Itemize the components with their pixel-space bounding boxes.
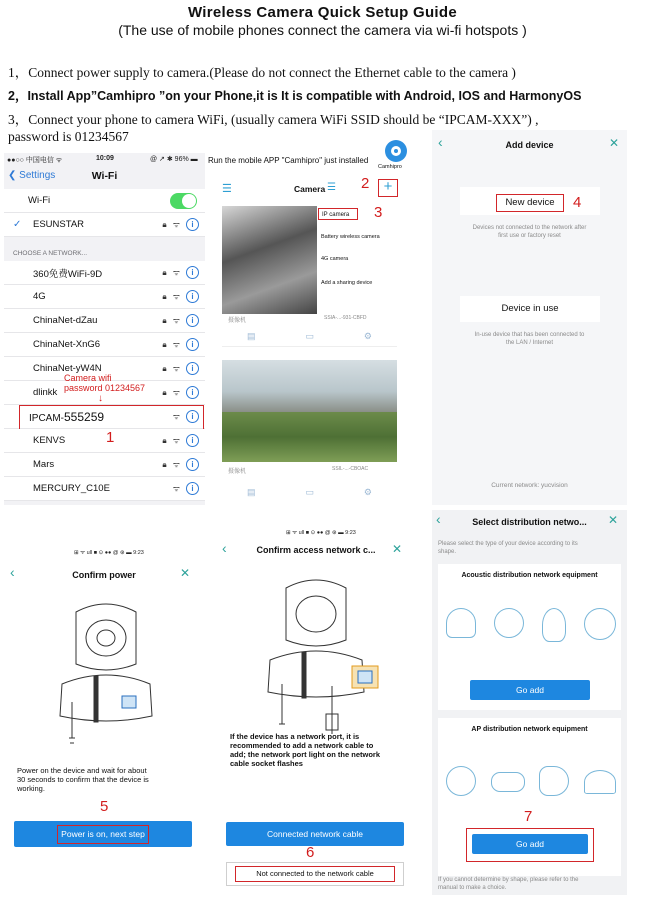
- ap-device-icons: [446, 766, 616, 796]
- step-number-6: 6: [306, 844, 315, 861]
- wifi-signal-icon: ᯤ: [172, 292, 180, 301]
- wifi-signal-icon: ᯤ: [172, 460, 180, 469]
- info-icon[interactable]: i: [186, 290, 199, 303]
- wifi-title: Wi-Fi: [91, 170, 118, 182]
- network-row[interactable]: [4, 285, 205, 309]
- menu-add-sharing[interactable]: Add a sharing device: [321, 280, 373, 286]
- info-icon[interactable]: i: [186, 218, 199, 231]
- back-chevron-icon[interactable]: ‹: [222, 540, 227, 556]
- step-number-5: 5: [100, 798, 109, 815]
- add-device-plus-button[interactable]: +: [378, 179, 398, 197]
- step-number-2: 2: [361, 175, 370, 192]
- wifi-signal-icon: ᯤ: [172, 388, 180, 397]
- ap-equipment-card: [438, 718, 621, 876]
- device-list-icon[interactable]: ☰: [327, 182, 336, 193]
- camera-ssid-1: SSIA-...-931-CBFD: [324, 315, 367, 321]
- connected-cable-button[interactable]: Connected network cable: [226, 822, 404, 846]
- network-row[interactable]: [4, 261, 205, 285]
- lock-icon: 🔒︎: [162, 315, 167, 325]
- confirm-network-description: If the device has a network port, it is recommended to add a network cable to add; the network port light on the network cable socket flashes: [230, 732, 380, 768]
- close-icon[interactable]: ✕: [180, 566, 191, 580]
- camera-label-1: 摄像机: [228, 318, 247, 324]
- ptz-camera-icon: [446, 608, 476, 638]
- info-icon[interactable]: i: [186, 314, 199, 327]
- camera-actions-2: [222, 482, 397, 502]
- current-network-label: Current network: yucvision: [491, 482, 568, 489]
- camera-actions-1: [222, 326, 397, 347]
- playback-icon[interactable]: ▤: [246, 486, 256, 497]
- info-icon[interactable]: i: [186, 386, 199, 399]
- network-row-mercury[interactable]: MERCURY_C10E ᯤ i: [4, 477, 205, 501]
- new-device-option[interactable]: New device: [496, 194, 564, 212]
- connected-network-row[interactable]: ✓ ESUNSTAR 🔒︎ ᯤ i: [4, 213, 205, 237]
- camhipro-icon-label: Camhipro: [378, 164, 402, 170]
- lock-icon: 🔒︎: [162, 387, 167, 397]
- network-row[interactable]: [4, 333, 205, 357]
- network-row-mars[interactable]: Mars 🔒︎ ᯤ i: [4, 453, 205, 477]
- ceiling-dome-icon: [584, 770, 616, 794]
- status-bar: ⊞ ᯤ ull ■ ⊙ ●● @ ⊛ ▬ 9:23: [74, 550, 144, 556]
- close-icon[interactable]: ✕: [608, 513, 619, 527]
- wifi-signal-icon: ᯤ: [172, 484, 180, 493]
- device-in-use-option[interactable]: Device in use: [460, 296, 600, 322]
- wifi-signal-icon: ᯤ: [172, 364, 180, 373]
- menu-ip-camera[interactable]: IP camera: [318, 208, 358, 220]
- step-number-3: 3: [374, 204, 383, 221]
- arrow-down-icon: ↓: [98, 393, 103, 404]
- network-name: ChinaNet-XnG6: [33, 339, 101, 350]
- network-name: ChinaNet-dZau: [33, 315, 98, 326]
- info-icon[interactable]: i: [186, 482, 199, 495]
- wifi-settings-screen: [4, 153, 205, 505]
- confirm-power-title: Confirm power: [72, 570, 136, 580]
- go-add-acoustic-button[interactable]: Go add: [470, 680, 590, 700]
- app-title: Camera: [294, 184, 326, 194]
- select-distribution-title: Select distribution netwo...: [472, 517, 587, 527]
- add-device-screen: [432, 130, 627, 505]
- status-bar: ⊞ ᯤ ull ■ ⊙ ●● @ ⊛ ▬ 9:23: [286, 530, 356, 536]
- choose-network-label: CHOOSE A NETWORK...: [13, 250, 88, 257]
- power-on-next-button[interactable]: Power is on, next step: [14, 821, 192, 847]
- close-icon[interactable]: ✕: [609, 136, 620, 150]
- round-camera-icon: [584, 608, 616, 640]
- confirm-network-screen: [216, 520, 416, 892]
- info-icon[interactable]: i: [186, 362, 199, 375]
- distribution-footer: If you cannot determine by shape, please refer to the manual to make a choice.: [438, 877, 579, 891]
- page-title: Wireless Camera Quick Setup Guide: [187, 4, 458, 21]
- camera-network-illustration: [252, 574, 386, 744]
- menu-4g-camera[interactable]: 4G camera: [321, 256, 349, 262]
- wifi-toggle-row: Wi-Fi: [4, 189, 205, 213]
- step-1-text: 1，Connect power supply to camera.(Please do not connect the Ethernet cable to the camera ): [8, 65, 516, 80]
- info-icon[interactable]: i: [186, 434, 199, 447]
- ipcam-highlight-box: [19, 405, 204, 430]
- back-chevron-icon[interactable]: ‹: [10, 564, 15, 580]
- folder-icon[interactable]: ▭: [305, 486, 314, 497]
- step-3-text-line2: password is 01234567: [8, 129, 129, 144]
- camhipro-app-icon: [385, 140, 407, 162]
- new-device-description: Devices not connected to the network after first use or factory reset: [472, 225, 587, 239]
- acoustic-title: Acoustic distribution network equipment: [461, 572, 598, 579]
- back-chevron-icon[interactable]: ‹: [436, 511, 441, 527]
- go-add-ap-button[interactable]: Go add: [472, 834, 588, 854]
- camera-label-2: 摄像机: [228, 469, 247, 475]
- wifi-signal-icon: ᯤ: [172, 220, 180, 229]
- network-name: 360免费WiFi-9D: [33, 268, 103, 280]
- lock-icon: 🔒︎: [162, 363, 167, 373]
- step-3-text-line1: 3，Connect your phone to camera WiFi, (usually camera WiFi SSID should be “IPCAM-XXX”) ,: [8, 112, 539, 127]
- close-icon[interactable]: ✕: [392, 542, 403, 556]
- dome-camera-icon: [494, 608, 524, 638]
- step-2-text: 2，Install App”Camhipro ”on your Phone,it is It is compatible with Android, IOS and HarmonyOS: [8, 89, 582, 103]
- network-name: 4G: [33, 291, 46, 302]
- info-icon[interactable]: i: [186, 410, 199, 423]
- back-settings-button[interactable]: ❮ Settings: [8, 170, 56, 181]
- camera-thumbnail-1[interactable]: [222, 206, 317, 314]
- confirm-power-description: Power on the device and wait for about 30 seconds to confirm that the device is working.: [17, 766, 149, 793]
- select-distribution-screen: [432, 510, 627, 895]
- lock-icon: 🔒︎: [162, 459, 167, 469]
- wifi-signal-icon: ᯤ: [172, 340, 180, 349]
- wifi-signal-icon: ᯤ: [172, 436, 180, 445]
- bullet-camera-icon: [491, 772, 525, 792]
- acoustic-equipment-card: [438, 564, 621, 710]
- settings-gear-icon[interactable]: ⚙: [363, 330, 372, 341]
- network-name: dlinkk: [33, 387, 58, 398]
- wifi-signal-icon: ᯤ: [172, 268, 180, 277]
- wifi-signal-icon: ᯤ: [172, 316, 180, 325]
- step-number-1: 1: [106, 429, 115, 446]
- playback-icon[interactable]: ▤: [246, 330, 256, 341]
- menu-icon[interactable]: ☰: [222, 183, 232, 195]
- lock-icon: 🔒︎: [162, 291, 167, 301]
- bulb-camera-icon: [542, 608, 566, 642]
- network-row[interactable]: [4, 309, 205, 333]
- step-number-7: 7: [524, 808, 533, 825]
- settings-gear-icon[interactable]: ⚙: [363, 486, 372, 497]
- confirm-power-screen: [4, 540, 204, 860]
- add-device-title: Add device: [505, 140, 554, 150]
- lock-icon: 🔒︎: [162, 267, 167, 277]
- folder-icon[interactable]: ▭: [305, 330, 314, 341]
- page-subtitle: (The use of mobile phones connect the camera via wi-fi hotspots ): [118, 22, 527, 38]
- status-carrier: ●●○○ 中国电信 ᯤ: [7, 157, 63, 164]
- status-time: 10:09: [96, 155, 114, 162]
- status-right: @ ↗ ✱ 96% ▬: [150, 156, 198, 163]
- select-distribution-description: Please select the type of your device according to its shape.: [438, 541, 578, 555]
- step-number-4: 4: [573, 194, 582, 211]
- ap-title: AP distribution network equipment: [471, 726, 588, 733]
- info-icon[interactable]: i: [186, 338, 199, 351]
- wifi-signal-icon: ᯤ: [172, 412, 180, 421]
- network-row-kenvs[interactable]: KENVS 🔒︎ ᯤ i: [4, 429, 205, 453]
- lock-icon: 🔒︎: [162, 339, 167, 349]
- camera-power-illustration: [42, 598, 170, 756]
- back-chevron-icon[interactable]: ‹: [438, 134, 443, 150]
- confirm-network-title: Confirm access network c...: [256, 545, 376, 555]
- acoustic-device-icons: [446, 608, 616, 642]
- wifi-toggle[interactable]: [170, 193, 197, 209]
- password-annotation: Camera wifi password 01234567: [64, 373, 146, 393]
- app-run-note: Run the mobile APP "Camhipro" just installed: [208, 156, 369, 165]
- chevron-left-icon: ❮: [8, 170, 17, 181]
- in-use-description: In-use device that has been connected to the LAN / Internet: [474, 332, 585, 346]
- checkmark-icon: ✓: [13, 219, 22, 230]
- wall-camera-icon: [539, 766, 569, 796]
- network-name: ChinaNet-yW4N: [33, 363, 102, 374]
- lock-icon: 🔒︎: [162, 219, 167, 229]
- ipcam-network-row[interactable]: IPCAM-555259 ᯤ i: [4, 405, 205, 429]
- not-connected-cable-button[interactable]: Not connected to the network cable: [226, 862, 404, 886]
- info-icon[interactable]: i: [186, 266, 199, 279]
- camera-ssid-2: SSIL-...-CBOAC: [332, 466, 369, 472]
- camhipro-app-screen: [214, 174, 404, 504]
- camera-thumbnail-2[interactable]: [222, 360, 397, 412]
- lock-icon: 🔒︎: [162, 435, 167, 445]
- fisheye-camera-icon: [446, 766, 476, 796]
- menu-battery-camera[interactable]: Battery wireless camera: [321, 234, 380, 240]
- info-icon[interactable]: i: [186, 458, 199, 471]
